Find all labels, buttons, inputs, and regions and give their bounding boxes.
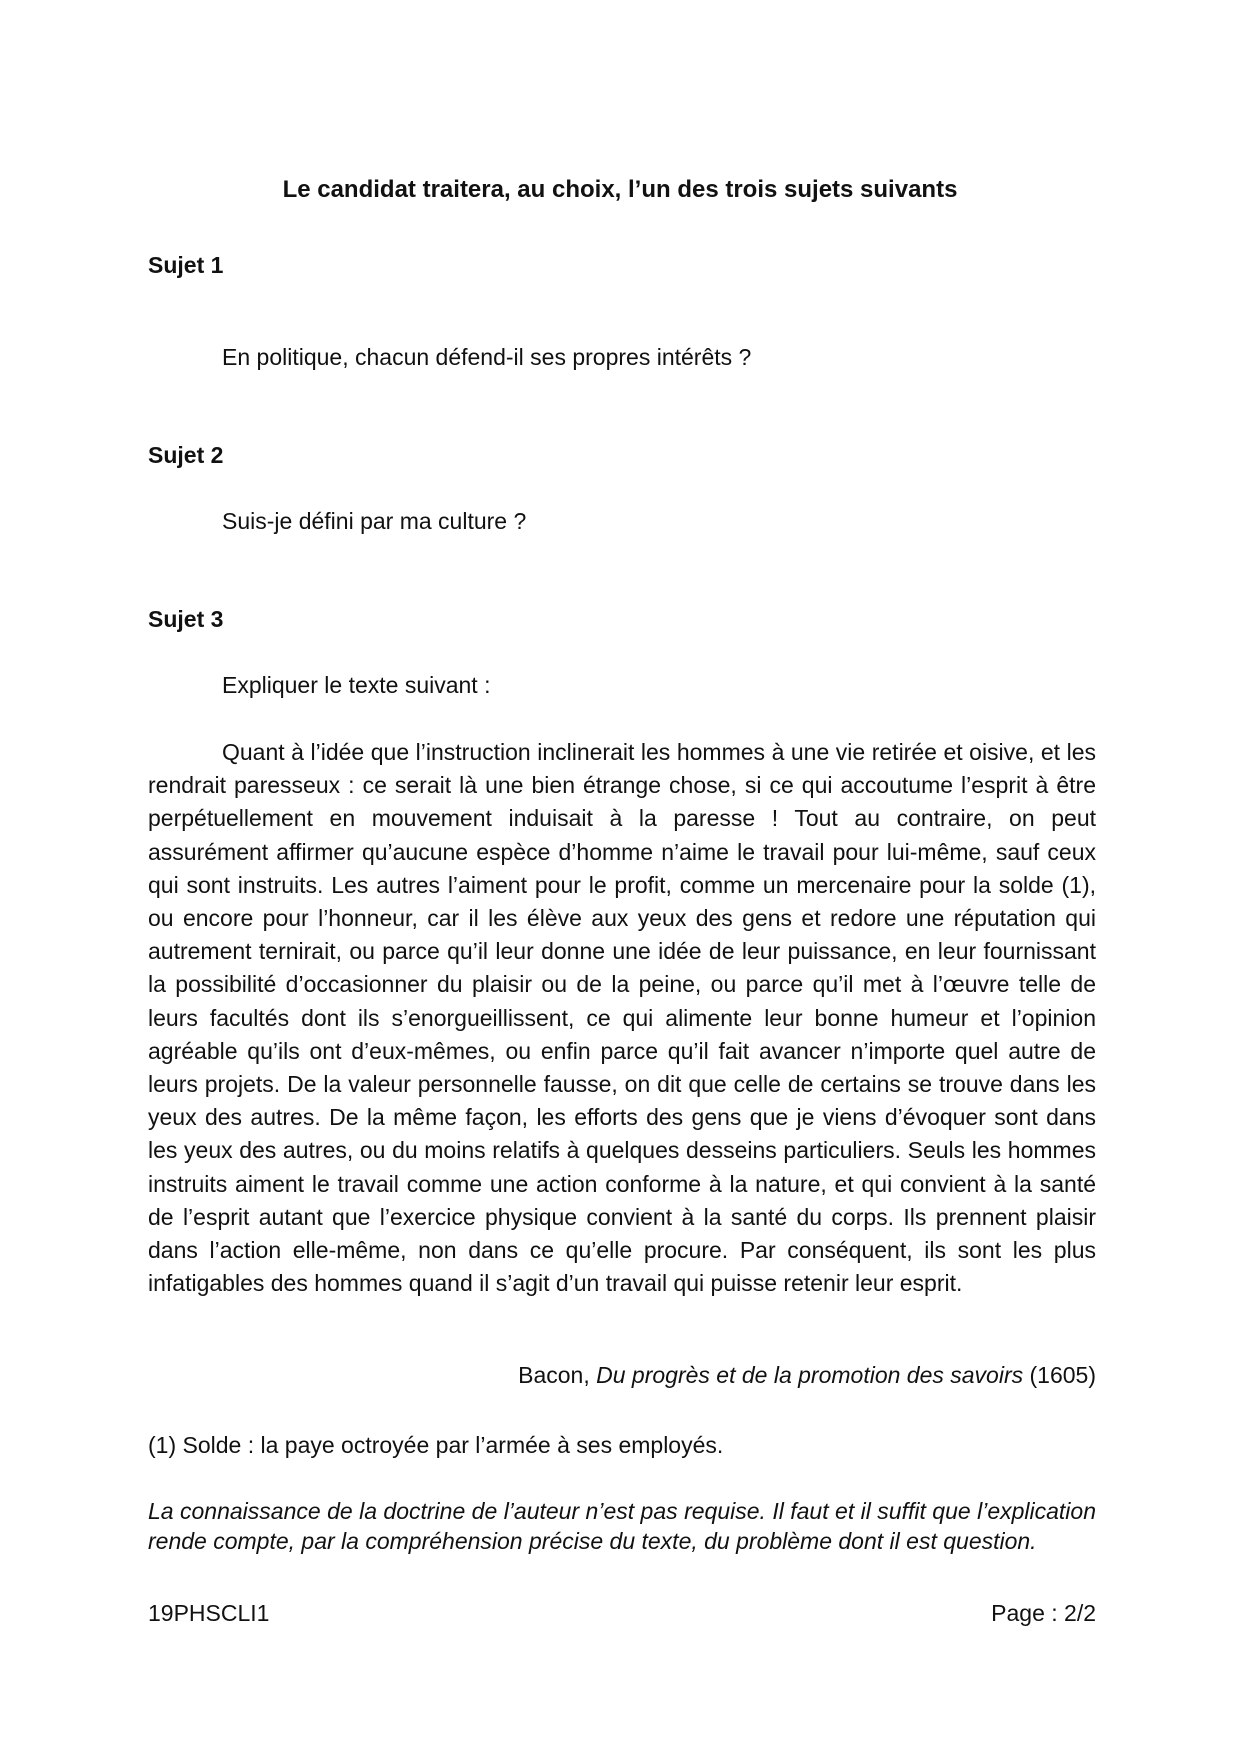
- footer-page-number: Page : 2/2: [991, 1600, 1096, 1626]
- citation-author: Bacon,: [518, 1362, 597, 1388]
- sujet-3-question: Expliquer le texte suivant :: [222, 672, 491, 698]
- sujet-1-heading: Sujet 1: [148, 252, 224, 278]
- footer-code: 19PHSCLI1: [148, 1600, 270, 1626]
- citation-work: Du progrès et de la promotion des savoirs: [596, 1362, 1024, 1388]
- sujet-3-heading: Sujet 3: [148, 606, 224, 632]
- sujet-2-question: Suis-je défini par ma culture ?: [222, 508, 527, 534]
- instruction-note: La connaissance de la doctrine de l’auteur n’est pas requise. Il faut et il suffit que l’explication rende compte, par la compréhension précise du texte, du problème dont il est question.: [148, 1498, 1096, 1554]
- citation: [518, 1362, 1096, 1389]
- citation-year: (1605): [1023, 1362, 1096, 1388]
- sujet-2-heading: Sujet 2: [148, 442, 224, 468]
- page-title: Le candidat traitera, au choix, l’un des trois sujets suivants: [282, 176, 958, 203]
- sujet-1-question: En politique, chacun défend-il ses propres intérêts ?: [222, 344, 752, 370]
- footnote: (1) Solde : la paye octroyée par l’armée à ses employés.: [148, 1432, 724, 1458]
- passage-text: Quant à l’idée que l’instruction inclinerait les hommes à une vie retirée et oisive, et les rendrait paresseux : ce serait là une bien étrange chose, si ce qui accoutume l’esprit à être perpétuellement en mouvement induisait à la paresse ! Tout au contraire, on peut assurément affirmer qu’aucune espèce d’homme n’aime le travail pour lui-même, sauf ceux qui sont instruits. Les autres l’aiment pour le profit, comme un mercenaire pour la solde (1), ou encore pour l’honneur, car il les élève aux yeux des gens et redore une réputation qui autrement ternirait, ou parce qu’il leur donne une idée de leur puissance, en leur fournissant la possibilité d’occasionner du plaisir ou de la peine, ou parce qu’il met à l’œuvre telle de leurs facultés dont ils s’enorgueillissent, ce qui alimente leur bonne humeur et l’opinion agréable qu’ils ont d’eux-mêmes, ou enfin parce qu’il fait avancer n’importe quel autre de leurs projets. De la valeur personnelle fausse, on dit que celle de certains se trouve dans les yeux des autres. De la même façon, les efforts des gens que je viens d’évoquer sont dans les yeux des autres, ou du moins relatifs à quelques desseins particuliers. Seuls les hommes instruits aiment le travail comme une action conforme à la nature, et qui convient à la santé de l’esprit autant que l’exercice physique convient à la santé du corps. Ils prennent plaisir dans l’action elle-même, non dans ce qu’elle procure. Par conséquent, ils sont les plus infatigables des hommes quand il s’agit d’un travail qui puisse retenir leur esprit.: [148, 739, 1096, 1297]
